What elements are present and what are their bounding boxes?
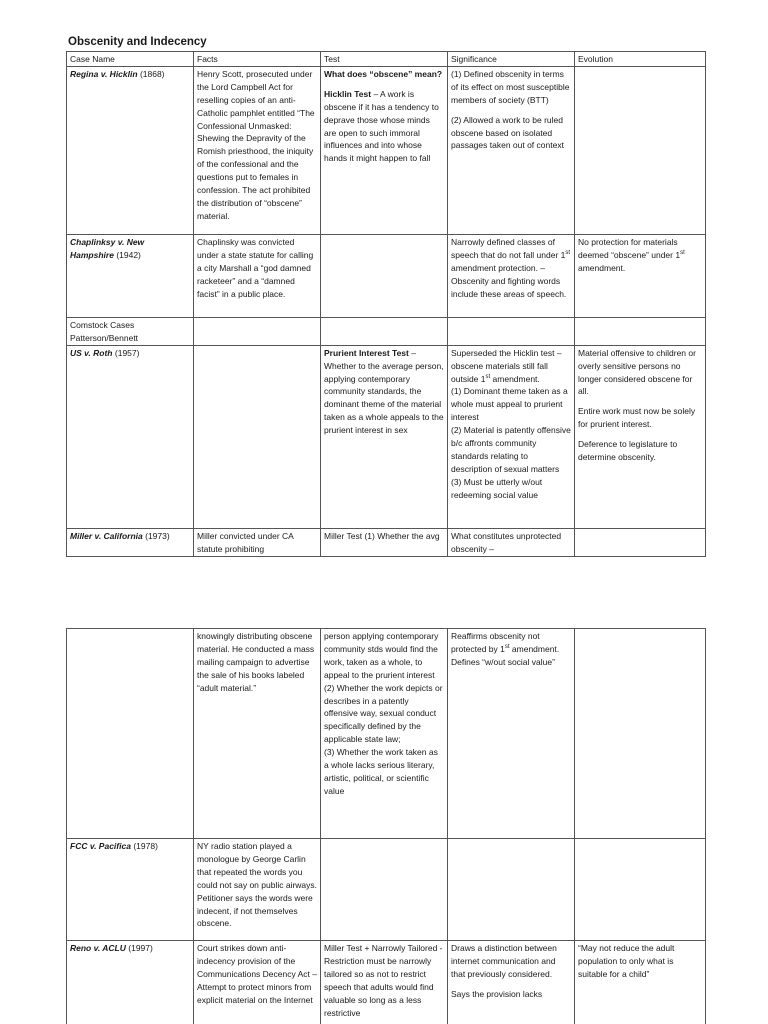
table-header-row xyxy=(67,52,706,67)
case-name-cell xyxy=(67,941,194,1024)
significance-cell xyxy=(448,345,575,528)
significance-text: Narrowly defined classes of speech that do not fall under 1 xyxy=(451,236,566,260)
evolution-cell xyxy=(575,528,706,556)
evolution-cell xyxy=(575,317,706,345)
significance-text: amendment. Defines “w/out social value” xyxy=(451,643,560,667)
case-year: (1942) xyxy=(116,249,141,260)
significance-text: Superseded the Hicklin test – obscene materials still fall outside 1 xyxy=(451,347,562,384)
evolution-cell xyxy=(575,345,706,528)
test-cell xyxy=(321,839,448,941)
significance-cell xyxy=(448,629,575,839)
evolution-text: Entire work must now be solely for prurient interest. xyxy=(578,406,696,430)
test-heading: What does “obscene” mean? xyxy=(324,68,443,79)
significance-text: amendment. xyxy=(490,373,540,384)
case-year: (1978) xyxy=(133,841,158,851)
significance-cell: What constitutes unprotected obscenity – xyxy=(448,528,575,556)
case-name-cell xyxy=(67,345,194,528)
test-name: Prurient Interest Test xyxy=(324,347,409,358)
case-year: (1973) xyxy=(145,530,170,541)
test-cell xyxy=(321,317,448,345)
header-evolution: Evolution xyxy=(575,52,706,67)
table-row xyxy=(67,528,706,556)
evolution-text: Material offensive to children or overly sensitive persons no longer considered obscene for all. xyxy=(578,347,696,397)
header-facts: Facts xyxy=(194,52,321,67)
facts-cell: Chaplinsky was convicted under a state statute for calling a city Marshall a “god damned racketeer” and a “damned facist” in a public place. xyxy=(194,234,321,317)
superscript: st xyxy=(565,249,571,256)
case-year: (1997) xyxy=(128,943,153,953)
table-row xyxy=(67,941,706,1024)
header-test: Test xyxy=(321,52,448,67)
cases-table xyxy=(66,51,706,557)
case-name: Reno v. ACLU xyxy=(70,943,126,953)
test-text: – A work is obscene if it has a tendency to deprave those whose minds are open to such immoral influences and into whose hands it might happen to fall xyxy=(324,88,439,164)
significance-text: Draws a distinction between internet communication and that previously considered. xyxy=(451,943,557,979)
facts-cell: Miller convicted under CA statute prohibiting xyxy=(194,528,321,556)
table-row xyxy=(67,234,706,317)
test-cell: Miller Test (1) Whether the avg xyxy=(321,528,448,556)
page-two xyxy=(66,628,706,1024)
evolution-cell xyxy=(575,629,706,839)
facts-cell: Henry Scott, prosecuted under the Lord Campbell Act for reselling copies of an anti-Catholic pamphlet entitled “The Confessional Unmasked: Shewing the Depravity of the Romish priesthood, the iniquity of the confessional and the questions put to females in confession. The act prohibited the distribution of “obscene” material. xyxy=(194,66,321,234)
cases-table-continued xyxy=(66,628,706,1024)
significance-text: Says the provision lacks xyxy=(451,988,543,999)
test-name: Hicklin Test xyxy=(324,88,372,99)
case-name-cell xyxy=(67,234,194,317)
page-title: Obscenity and Indecency xyxy=(68,36,207,48)
significance-text: (2) Material is patently offensive b/c affronts community standards relating to description of sexual matters xyxy=(451,425,571,474)
test-cell: Miller Test + Narrowly Tailored -Restriction must be narrowly tailored so as not to restrict speech that adults would find valuable so long as a less restrictive xyxy=(321,941,448,1024)
facts-cell xyxy=(194,345,321,528)
case-name: US v. Roth xyxy=(70,347,113,358)
superscript: st xyxy=(504,644,510,651)
facts-cell: knowingly distributing obscene material. He conducted a mass mailing campaign to advertise the sale of his books labeled “adult material.” xyxy=(194,629,321,839)
case-year: (1868) xyxy=(139,68,165,79)
case-name-cell xyxy=(67,629,194,839)
significance-cell xyxy=(448,234,575,317)
evolution-cell xyxy=(575,234,706,317)
significance-text: amendment protection. – Obscenity and fighting words include these areas of speech. xyxy=(451,262,567,299)
case-year: (1957) xyxy=(114,347,140,358)
case-name: FCC v. Pacifica xyxy=(70,841,131,851)
significance-cell xyxy=(448,66,575,234)
case-name-cell xyxy=(67,66,194,234)
significance-cell xyxy=(448,941,575,1024)
case-name-cell xyxy=(67,528,194,556)
superscript: st xyxy=(485,373,491,380)
significance-cell xyxy=(448,317,575,345)
significance-cell xyxy=(448,839,575,941)
facts-cell: NY radio station played a monologue by George Carlin that repeated the words you could not say on public airways. Petitioner says the words were indecent, if not themselves obscene. xyxy=(194,839,321,941)
test-text: (3) Whether the work taken as a whole lacks serious literary, artistic, political, or scientific value xyxy=(324,747,438,796)
test-text: (2) Whether the work depicts or describes in a patently offensive way, sexual conduct specifically defined by the applicable state law; xyxy=(324,682,443,745)
evolution-text: Deference to legislature to determine obscenity. xyxy=(578,439,678,463)
facts-cell: Court strikes down anti-indecency provision of the Communications Decency Act – Attempt to protect minors from explicit material on the Internet xyxy=(194,941,321,1024)
test-cell xyxy=(321,629,448,839)
case-name: Miller v. California xyxy=(70,530,143,541)
table-row xyxy=(67,839,706,941)
test-text: person applying contemporary community stds would find the work, taken as a whole, to appeal to the prurient interest xyxy=(324,631,439,680)
case-name: Regina v. Hicklin xyxy=(70,68,138,79)
evolution-cell xyxy=(575,839,706,941)
test-text: – Whether to the average person, applying contemporary community standards, the dominant theme of the material taken as a whole appeals to the prurient interest in sex xyxy=(324,347,444,436)
evolution-text: amendment. xyxy=(578,262,626,273)
test-cell xyxy=(321,66,448,234)
case-name-cell: Comstock Cases Patterson/Bennett xyxy=(67,317,194,345)
evolution-cell: “May not reduce the adult population to only what is suitable for a child” xyxy=(575,941,706,1024)
case-name-cell xyxy=(67,839,194,941)
header-significance: Significance xyxy=(448,52,575,67)
significance-1: (1) Defined obscenity in terms of its effect on most susceptible members of society (BTT) xyxy=(451,68,570,105)
test-cell xyxy=(321,345,448,528)
superscript: st xyxy=(680,249,685,256)
table-row xyxy=(67,629,706,839)
header-case-name: Case Name xyxy=(67,52,194,67)
evolution-cell xyxy=(575,66,706,234)
facts-cell xyxy=(194,317,321,345)
significance-text: (3) Must be utterly w/out redeeming social value xyxy=(451,476,543,500)
significance-text: (1) Dominant theme taken as a whole must appeal to prurient interest xyxy=(451,386,568,423)
test-cell xyxy=(321,234,448,317)
table-row xyxy=(67,317,706,345)
case-name: Chaplinksy v. New Hampshire xyxy=(70,236,145,260)
evolution-text: No protection for materials deemed “obscene” under 1 xyxy=(578,236,681,260)
significance-2: (2) Allowed a work to be ruled obscene based on isolated passages taken out of context xyxy=(451,114,564,151)
table-row xyxy=(67,345,706,528)
significance-text: Reaffirms obscenity not protected by 1 xyxy=(451,631,540,654)
table-row xyxy=(67,66,706,234)
